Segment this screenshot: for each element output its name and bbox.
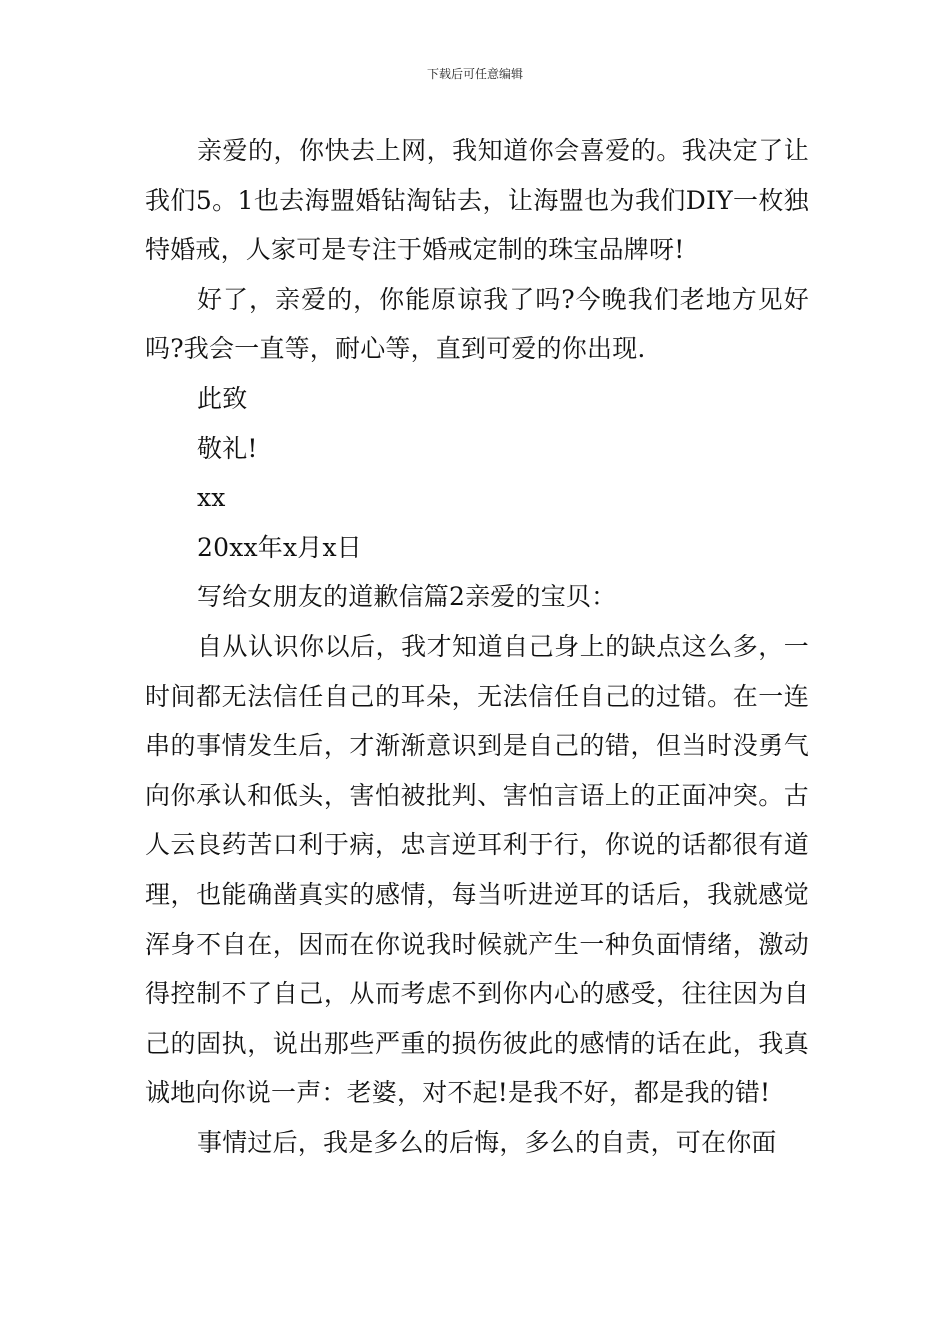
page-header: 下载后可任意编辑 — [426, 67, 523, 81]
paragraph-4: 事情过后，我是多么的后悔，多么的自责，可在你面 — [197, 1127, 777, 1157]
closing-regards: 敬礼! — [197, 433, 258, 463]
letter-date: 20xx年x月x日 — [197, 532, 363, 562]
paragraph-2: 好了，亲爱的，你能原谅我了吗?今晚我们老地方见好吗?我会一直等，耐心等，直到可爱的你出现. — [145, 284, 809, 364]
closing-salutation: 此致 — [197, 383, 248, 413]
paragraph-1: 亲爱的，你快去上网，我知道你会喜爱的。我决定了让我们5。1也去海盟婚钻淘钻去，让海盟也为我们DIY一枚独特婚戒，人家可是专注于婚戒定制的珠宝品牌呀! — [145, 136, 809, 265]
letter-body — [145, 126, 809, 1167]
paragraph-3: 自从认识你以后，我才知道自己身上的缺点这么多，一时间都无法信任自己的耳朵，无法信任自己的过错。在一连串的事情发生后，才渐渐意识到是自己的错，但当时没勇气向你承认和低头，害怕被批判、害怕言语上的正面冲突。古人云良药苦口利于病，忠言逆耳利于行，你说的话都很有道理，也能确凿真实的感情，每当听进逆耳的话后，我就感觉浑身不自在，因而在你说我时候就产生一种负面情绪，激动得控制不了自己，从而考虑不到你内心的感受，往往因为自己的固执，说出那些严重的损伤彼此的感情的话在此，我真诚地向你说一声：老婆，对不起!是我不好，都是我的错! — [145, 631, 809, 1108]
section-heading: 写给女朋友的道歉信篇2亲爱的宝贝： — [197, 582, 617, 612]
signature: xx — [197, 483, 226, 513]
